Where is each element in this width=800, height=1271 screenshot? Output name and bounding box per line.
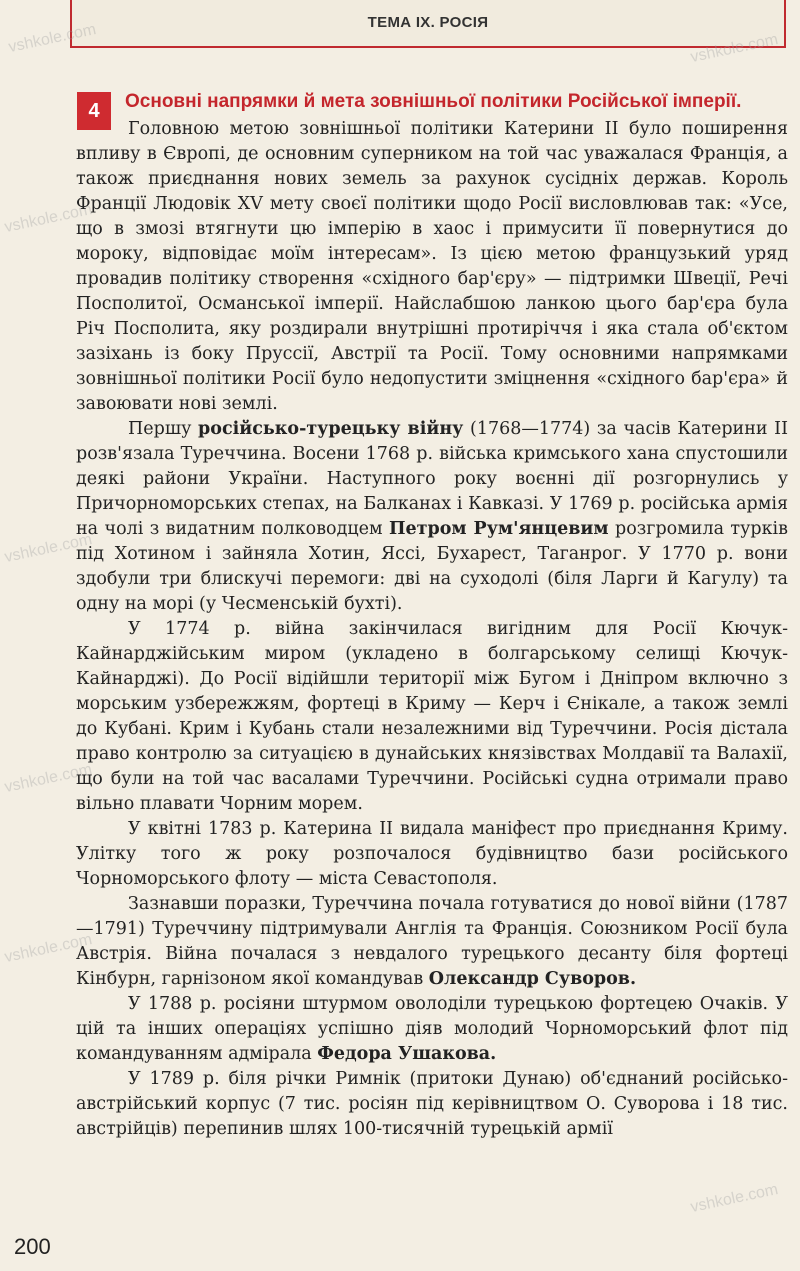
bold-term: Федора Ушакова.: [317, 1044, 497, 1064]
paragraph: [76, 892, 788, 992]
body-text: [76, 117, 788, 1142]
paragraph: [76, 417, 788, 617]
watermark: vshkole.com: [689, 1180, 780, 1217]
watermark: vshkole.com: [3, 930, 94, 967]
bold-term: російсько-турецьку війну: [198, 419, 464, 439]
text-run: У 1789 р. біля річки Римнік (притоки Дунаю) об'єднаний російсько-австрійський корпус (7 тис. росіян під керівництвом О. Суворова і 18 тис. австрійців) перепинив шлях 100-тисячній турецькій армії: [76, 1069, 788, 1139]
paragraph: [76, 817, 788, 892]
watermark: vshkole.com: [3, 530, 94, 567]
text-run: У 1788 р. росіяни штурмом оволоділи турецькою фортецею Очаків. У цій та інших операціях успішно діяв молодий Чорноморський флот під командуванням адмірала: [76, 994, 788, 1064]
text-run: У квітні 1783 р. Катерина II видала маніфест про приєднання Криму. Улітку того ж року розпочалося будівництво бази російського Чорноморського флоту — міста Севастополя.: [76, 819, 788, 889]
watermark: vshkole.com: [3, 200, 94, 237]
paragraph: [76, 617, 788, 817]
text-run: Першу: [128, 419, 199, 439]
text-run: Зазнавши поразки, Туреччина почала готуватися до нової війни (1787—1791) Туреччину підтримували Англія та Франція. Союзником Росії була Австрія. Війна почалася з невдалого турецького десанту біля фортеці Кінбурн, гарнізоном якої командував: [76, 894, 788, 989]
section-number-badge: 4: [77, 92, 111, 130]
page-header: [70, 0, 786, 48]
section-heading: Основні напрямки й мета зовнішньої політики Російської імперії.: [125, 91, 742, 112]
paragraph: [76, 1067, 788, 1142]
text-run: У 1774 р. війна закінчилася вигідним для Росії Кючук-Кайнарджійським миром (укладено в болгарському селищі Кючук-Кайнарджі). До Росії відійшли території між Бугом і Дніпром включно з морським узбережжям, фортеці в Криму — Керч і Єнікале, а також землі до Кубані. Крим і Кубань стали незалежними від Туреччини. Росія дістала право контролю за ситуацією в дунайських князівствах Молдавії та Валахії, що були на той час васалами Туреччини. Російські судна отримали право вільно плавати Чорним морем.: [76, 619, 788, 814]
bold-term: Олександр Суворов.: [428, 969, 637, 989]
paragraph: [76, 117, 788, 417]
text-run: Головною метою зовнішньої політики Катерини II було поширення впливу в Європі, де основним суперником на той час уважалася Франція, а також приєднання нових земель за рахунок сусідніх держав. Король Франції Людовік XV мету своєї політики щодо Росії висловлював так: «Усе, що в змозі втягнути цю імперію в хаос і примусити її повернутися до мороку, відповідає моїм інтересам». Із цією метою французький уряд провадив політику створення «східного бар'єру» — підтримки Швеції, Речі Посполитої, Османської імперії. Найслабшою ланкою цього бар'єра була Річ Посполита, яку роздирали внутрішні протиріччя і яка стала об'єктом зазіхань із боку Пруссії, Австрії та Росії. Тому основними напрямками зовнішньої політики Росії було недопустити зміцнення «східного бар'єра» й завоювати нові землі.: [76, 119, 788, 414]
chapter-title: ТЕМА IX. РОСІЯ: [367, 14, 489, 31]
bold-term: Петром Рум'янцевим: [389, 519, 609, 539]
paragraph: [76, 992, 788, 1067]
watermark: vshkole.com: [3, 760, 94, 797]
text-run: (1768—1774) за часів Катерини II розв'язала Туреччина. Восени 1768 р. війська кримського хана спустошили деякі райони України. Наступного року воєнні дії розгорнулись у Причорноморських степах, на Балканах і Кавказі. У 1769 р. російська армія на чолі з видатним полководцем: [76, 419, 789, 539]
text-run: розгромила турків під Хотином і зайняла Хотин, Яссі, Бухарест, Таганрог. У 1770 р. вони здобули три блискучі перемоги: дві на суходолі (біля Ларги й Кагулу) та одну на морі (у Чесменській бухті).: [76, 519, 788, 614]
watermark: vshkole.com: [689, 30, 780, 67]
watermark: vshkole.com: [7, 20, 98, 57]
page-number: 200: [14, 1234, 51, 1259]
